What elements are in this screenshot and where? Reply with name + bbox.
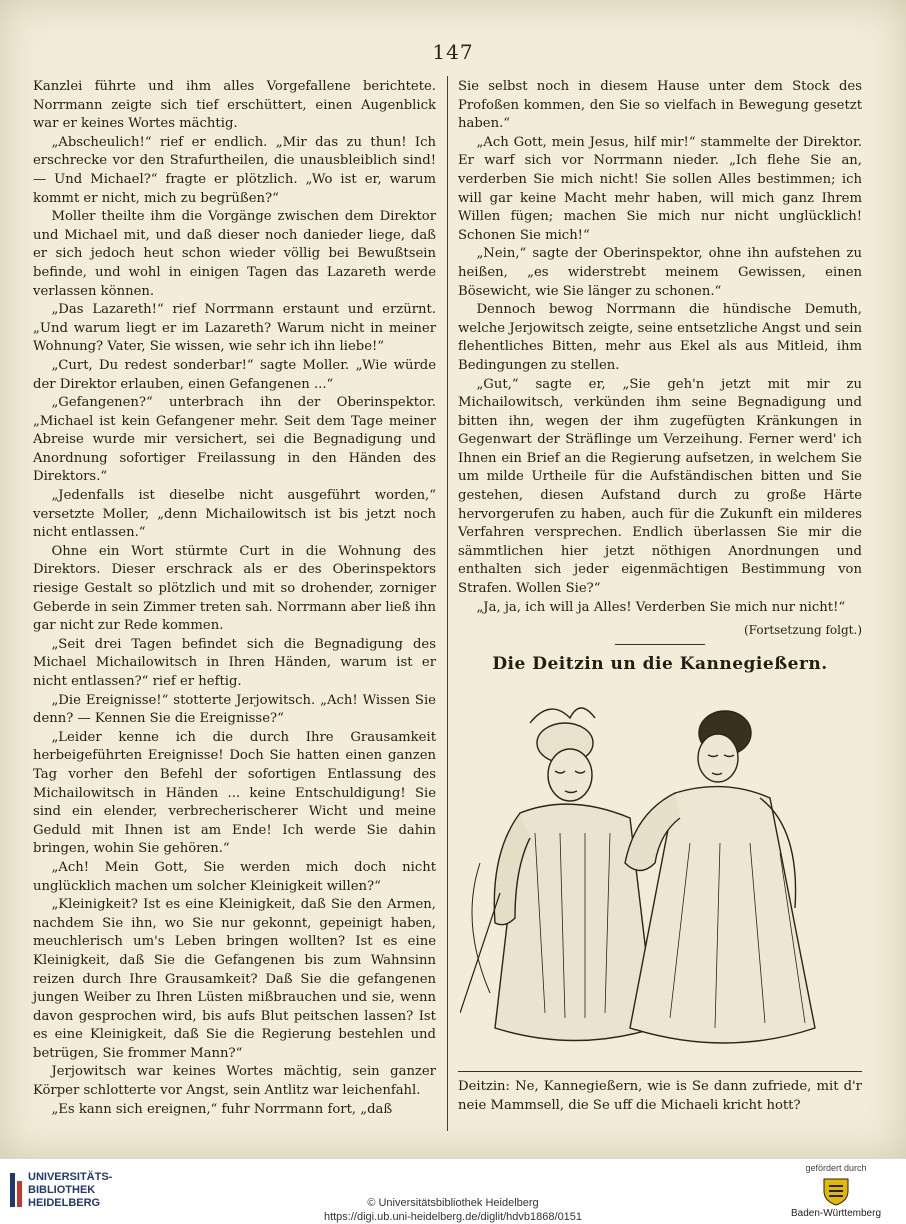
caption-divider bbox=[458, 1071, 862, 1072]
paragraph: „Ach Gott, mein Jesus, hilf mir!“ stammelte der Direktor. Er warf sich vor Norrmann nieder. „Ich flehe Sie an, verderben Sie mich nicht! Sie sollen Alles bestimmen; ich will gar keine Macht mehr haben, will mich ganz Ihrem Willen fügen; machen Sie mich nur nicht unglücklich! Schonen Sie mich!“ bbox=[458, 134, 862, 243]
column-divider bbox=[447, 76, 448, 1131]
continued-note: (Fortsetzung folgt.) bbox=[744, 623, 862, 638]
illustration-two-women bbox=[460, 683, 860, 1063]
funding-badge[interactable] bbox=[776, 1163, 896, 1219]
paragraph: „Die Ereignisse!“ stotterte Jerjowitsch. „Ach! Wissen Sie denn? — Kennen Sie die Ereignisse?“ bbox=[33, 692, 436, 727]
paragraph: „Leider kenne ich die durch Ihre Grausamkeit herbeigeführten Ereignisse! Doch Sie hatten einen ganzen Tag vorher den Befehl der sofortigen Entlassung des Michailowitsch in Händen ... keine Entschuldigung! Sie sind ein elender, verbrecherischerer Wicht und meine Geduld mit Ihnen ist am Ende! Ich werde Sie dahin bringen, wohin Sie gehören.“ bbox=[33, 729, 436, 857]
library-name-line2: BIBLIOTHEK bbox=[28, 1184, 96, 1196]
paragraph: „Gut,“ sagte er, „Sie geh'n jetzt mit mir zu Michailowitsch, verkünden ihm seine Begnadigung und bitten ihn, wegen der ihm zugefügten Kränkungen in Gegenwart der Sträflinge um Verzeihung. Ferner werd' ich Ihnen ein Brief an die Regierung aufsetzen, in welchem Sie um milde Urtheile für die Aufständischen bitten und Sie gestehen, diesen Aufstand durch zu große Härte hervorgerufen zu haben, auch für die Zukunft ein milderes Verfahren versprechen. Endlich überlassen Sie mir die sämmtlichen hier jetzt nöthigen Anordnungen und enthalten sich jeder eigenmächtigen Bestimmung von Strafen. Wollen Sie?“ bbox=[458, 376, 862, 597]
paragraph: „Das Lazareth!“ rief Norrmann erstaunt und erzürnt. „Und warum liegt er im Lazareth? Warum nicht in meiner Wohnung? Vater, Sie wissen, wie sehr ich ihn liebe!“ bbox=[33, 302, 436, 355]
paragraph: „Kleinigkeit? Ist es eine Kleinigkeit, daß Sie den Armen, nachdem Sie ihn, wo Sie nur gekonnt, gepeinigt haben, meuchlerisch um's Leben bringen wollten? Ist es eine Kleinigkeit, daß Sie die Gefangenen bis zum Wahnsinn reizen durch Ihre Grausamkeit? Daß Sie die gefangenen jungen Weiber zu Ihren Lüsten mißbrauchen und sie, wenn davon gesprochen wird, bis aufs Blut peitschen lassen? Ist es eine Kleinigkeit, daß Sie die Regierung bestehlen und betrügen, Sie frommer Mann?“ bbox=[33, 897, 436, 1061]
paragraph: Jerjowitsch war keines Wortes mächtig, sein ganzer Körper schlotterte vor Angst, sein Antlitz war leichenfahl. bbox=[33, 1064, 436, 1099]
library-name-line1: UNIVERSITÄTS- bbox=[28, 1171, 113, 1183]
state-name: Baden-Württemberg bbox=[790, 1208, 882, 1219]
page-number: 147 bbox=[432, 40, 474, 64]
paragraph: „Ja, ja, ich will ja Alles! Verderben Sie mich nur nicht!“ bbox=[476, 599, 846, 615]
paragraph: „Es kann sich ereignen,“ fuhr Norrmann fort, „daß bbox=[51, 1101, 393, 1117]
illustration-caption: Deitzin: Ne, Kannegießern, wie is Se dann zufriede, mit d'r neie Mammsell, die Se uff die Michaeli kricht hott? bbox=[458, 1079, 862, 1113]
right-column bbox=[458, 78, 862, 1116]
paragraph: Kanzlei führte und ihm alles Vorgefallene berichtete. Norrmann zeigte sich tief erschüttert, einen Augenblick war er keines Wortes mächtig. bbox=[33, 79, 436, 132]
paragraph: Moller theilte ihm die Vorgänge zwischen dem Direktor und Michael mit, und daß dieser noch danieder liege, daß er sich jedoch heut schon wieder völlig bei Bewußtsein befinde, und wohl in einigen Tagen das Lazareth werde verlassen können. bbox=[33, 209, 436, 299]
copyright-text: © Universitätsbibliothek Heidelberg bbox=[367, 1197, 539, 1209]
viewer-footer bbox=[0, 1158, 906, 1224]
paragraph: „Seit drei Tagen befindet sich die Begnadigung des Michael Michailowitsch in Ihren Händen, warum ist er nicht entlassen?“ rief er heftig. bbox=[33, 636, 436, 689]
paragraph: Dennoch bewog Norrmann die hündische Demuth, welche Jerjowitsch zeigte, seine entsetzliche Angst und sein flehentliches Bitten, mehr aus Ekel als aus Mitleid, ihm Bedingungen zu stellen. bbox=[458, 302, 862, 373]
paragraph: „Gefangenen?“ unterbrach ihn der Oberinspektor. „Michael ist kein Gefangener mehr. Seit dem Tage meiner Abreise wurde mir versichert, sei die Begnadigung und Anordnung sofortiger Freilassung in den Händen des Direktors.“ bbox=[33, 395, 436, 485]
left-column bbox=[33, 78, 436, 1119]
state-crest-icon bbox=[819, 1176, 853, 1206]
paragraph: „Curt, Du redest sonderbar!“ sagte Moller. „Wie würde der Direktor erlauben, einen Gefangenen ...“ bbox=[33, 357, 436, 392]
paragraph: „Ach! Mein Gott, Sie werden mich doch nicht unglücklich machen um solcher Kleinigkeit willen?“ bbox=[33, 859, 436, 894]
library-name-line3: HEIDELBERG bbox=[28, 1197, 101, 1209]
article-title: Die Deitzin un die Kannegießern. bbox=[492, 653, 828, 674]
paragraph: Ohne ein Wort stürmte Curt in die Wohnung des Direktors. Dieser erschrack als er des Oberinspektors riesige Gestalt so plötzlich und mit so drohender, zorniger Geberde in sein Zimmer treten sah. Norrmann aber ließ ihn gar nicht zur Rede kommen. bbox=[33, 543, 436, 634]
permalink-url[interactable]: https://digi.ub.uni-heidelberg.de/diglit/hdvb1868/0151 bbox=[323, 1211, 583, 1223]
paragraph: „Nein,“ sagte der Oberinspektor, ohne ihn aufstehen zu heißen, „es widerstrebt meinem Gewissen, einen Bösewicht, wie Sie länger zu schonen.“ bbox=[458, 246, 862, 299]
paragraph: „Abscheulich!“ rief er endlich. „Mir das zu thun! Ich erschrecke vor den Strafurtheilen, die unausbleiblich sind! — Und Michael?“ fragte er plötzlich. „Wo ist er, warum kommt er nicht, mich zu begrüßen?“ bbox=[33, 134, 436, 206]
paragraph: Sie selbst noch in diesem Hause unter dem Stock des Profoßen kommen, den Sie so vielfach in Bewegung gesetzt haben.“ bbox=[458, 79, 862, 132]
section-divider bbox=[615, 644, 705, 645]
funded-by-label: gefördert durch bbox=[805, 1163, 867, 1173]
paragraph: „Jedenfalls ist dieselbe nicht ausgeführt worden,“ versetzte Moller, „denn Michailowitsch ist bis jetzt noch nicht entlassen.“ bbox=[33, 488, 436, 541]
